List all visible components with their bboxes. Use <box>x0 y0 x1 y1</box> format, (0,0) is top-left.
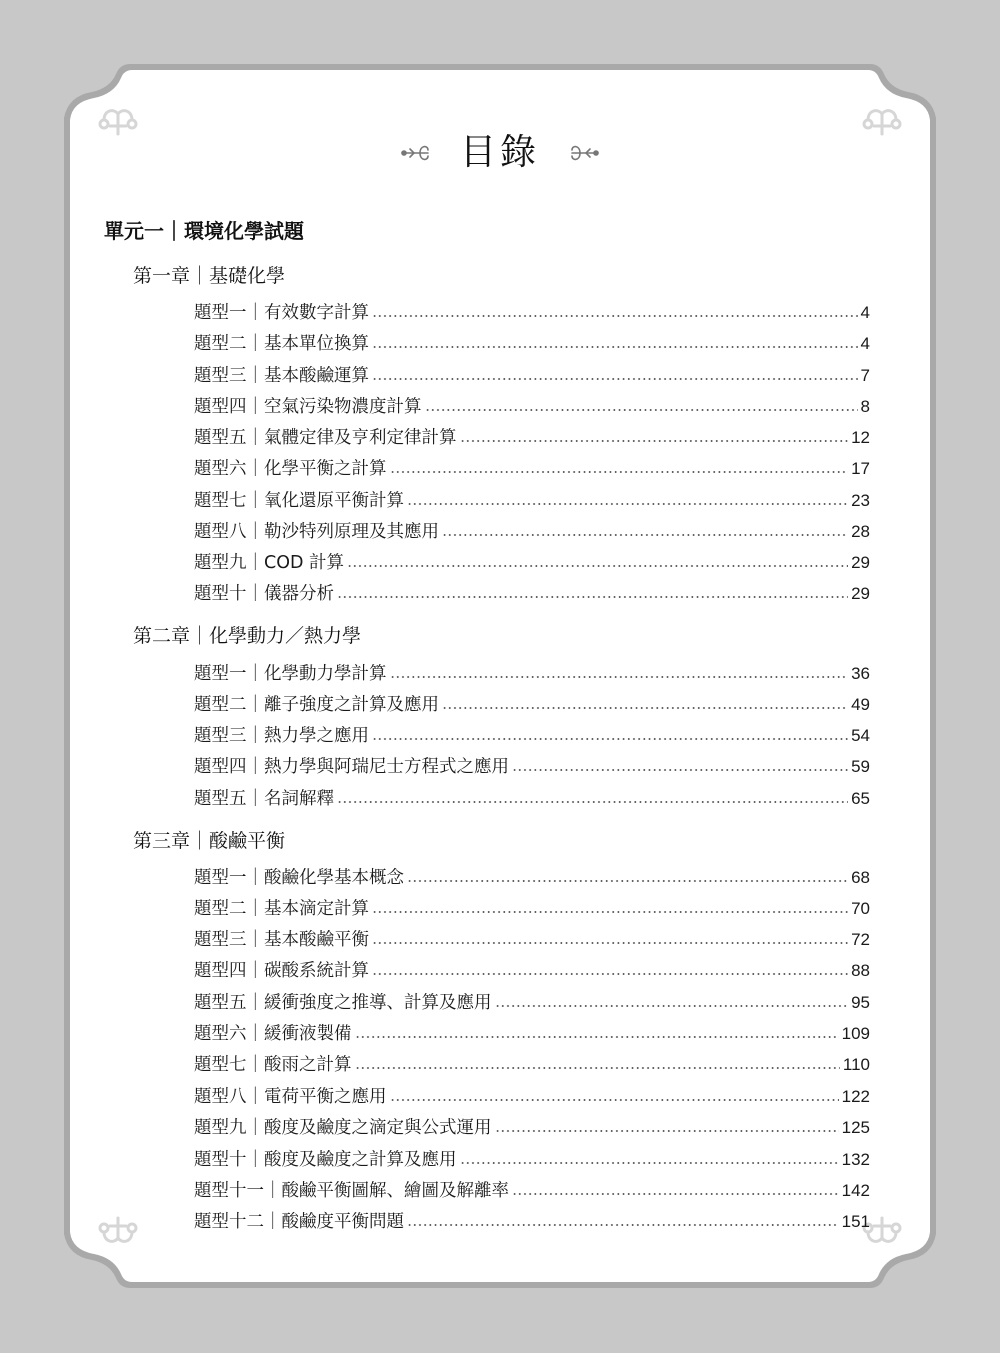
chapter-heading: 第一章｜基礎化學 <box>133 265 286 287</box>
entry-label: 題型十｜酸度及鹼度之計算及應用 <box>194 1150 457 1170</box>
entry-label: 題型七｜氧化還原平衡計算 <box>194 491 404 511</box>
entry-page: 132 <box>841 1150 870 1169</box>
dot-leader <box>390 471 849 473</box>
entry-label: 題型五｜氣體定律及亨利定律計算 <box>194 428 457 448</box>
toc-entry[interactable] <box>194 1207 870 1237</box>
entry-page: 17 <box>851 459 870 478</box>
entry-label: 題型三｜基本酸鹼平衡 <box>194 930 369 950</box>
toc-entry[interactable] <box>194 894 870 924</box>
dot-leader <box>372 973 848 975</box>
entry-label: 題型十｜儀器分析 <box>194 584 334 604</box>
toc-entry[interactable] <box>194 659 870 689</box>
toc-entry[interactable] <box>194 1019 870 1049</box>
entry-label: 題型四｜空氣污染物濃度計算 <box>194 397 422 417</box>
entry-page: 72 <box>851 930 870 949</box>
toc-entry[interactable] <box>194 863 870 893</box>
dot-leader <box>425 409 858 411</box>
entry-label: 題型四｜碳酸系統計算 <box>194 961 369 981</box>
entry-label: 題型四｜熱力學與阿瑞尼士方程式之應用 <box>194 757 509 777</box>
entry-page: 109 <box>841 1024 870 1043</box>
toc-entry[interactable] <box>194 579 870 609</box>
entry-page: 12 <box>851 428 870 447</box>
chapter-heading: 第三章｜酸鹼平衡 <box>133 830 286 852</box>
entry-page: 29 <box>851 584 870 603</box>
toc-entry[interactable] <box>194 423 870 453</box>
toc-entry[interactable] <box>194 1050 870 1080</box>
entry-page: 70 <box>851 899 870 918</box>
entry-page: 68 <box>851 868 870 887</box>
entry-page: 122 <box>841 1087 870 1106</box>
entry-label: 題型一｜有效數字計算 <box>194 303 369 323</box>
entry-label: 題型七｜酸雨之計算 <box>194 1055 352 1075</box>
dot-leader <box>347 565 848 567</box>
entry-page: 7 <box>860 366 870 385</box>
toc-entry[interactable] <box>194 925 870 955</box>
title-right-ornament-icon <box>568 140 602 166</box>
toc-entry[interactable] <box>194 752 870 782</box>
entry-label: 題型五｜名詞解釋 <box>194 789 334 809</box>
entry-label: 題型九｜COD 計算 <box>194 553 345 573</box>
entry-page: 4 <box>860 334 870 353</box>
toc-entry[interactable] <box>194 548 870 578</box>
entry-page: 49 <box>851 695 870 714</box>
toc-entry[interactable] <box>194 1113 870 1143</box>
entry-page: 65 <box>851 789 870 808</box>
entry-label: 題型一｜酸鹼化學基本概念 <box>194 868 404 888</box>
toc-entry[interactable] <box>194 454 870 484</box>
toc-entry[interactable] <box>194 361 870 391</box>
entry-label: 題型二｜基本單位換算 <box>194 334 369 354</box>
dot-leader <box>495 1130 839 1132</box>
dot-leader <box>390 1099 839 1101</box>
dot-leader <box>442 707 848 709</box>
entry-label: 題型六｜化學平衡之計算 <box>194 459 387 479</box>
toc-entry[interactable] <box>194 517 870 547</box>
entry-page: 4 <box>860 303 870 322</box>
entry-label: 題型九｜酸度及鹼度之滴定與公式運用 <box>194 1118 492 1138</box>
entry-page: 54 <box>851 726 870 745</box>
entry-page: 95 <box>851 993 870 1012</box>
entry-page: 23 <box>851 491 870 510</box>
entry-page: 151 <box>841 1212 870 1231</box>
dot-leader <box>460 1162 839 1164</box>
dot-leader <box>372 315 858 317</box>
toc-entry[interactable] <box>194 486 870 516</box>
dot-leader <box>372 378 858 380</box>
entry-page: 125 <box>841 1118 870 1137</box>
dot-leader <box>407 1224 839 1226</box>
dot-leader <box>512 1193 839 1195</box>
dot-leader <box>372 738 848 740</box>
toc-entry[interactable] <box>194 690 870 720</box>
dot-leader <box>460 440 849 442</box>
entry-label: 題型十二｜酸鹼度平衡問題 <box>194 1212 404 1232</box>
toc-entry[interactable] <box>194 721 870 751</box>
toc-entry[interactable] <box>194 392 870 422</box>
page-title: 目錄 <box>459 132 540 173</box>
dot-leader <box>355 1067 840 1069</box>
dot-leader <box>495 1005 849 1007</box>
toc-entry[interactable] <box>194 1145 870 1175</box>
dot-leader <box>390 676 849 678</box>
entry-page: 142 <box>841 1181 870 1200</box>
entry-page: 110 <box>842 1055 870 1074</box>
toc-entry[interactable] <box>194 298 870 328</box>
toc-entry[interactable] <box>194 988 870 1018</box>
dot-leader <box>407 503 848 505</box>
entry-page: 88 <box>851 961 870 980</box>
dot-leader <box>407 880 848 882</box>
toc-entry[interactable] <box>194 956 870 986</box>
entry-label: 題型一｜化學動力學計算 <box>194 664 387 684</box>
dot-leader <box>337 596 848 598</box>
entry-page: 59 <box>851 757 870 776</box>
toc-entry[interactable] <box>194 784 870 814</box>
entry-label: 題型五｜緩衝強度之推導、計算及應用 <box>194 993 492 1013</box>
dot-leader <box>355 1036 839 1038</box>
entry-label: 題型十一｜酸鹼平衡圖解、繪圖及解離率 <box>194 1181 509 1201</box>
entry-label: 題型八｜勒沙特列原理及其應用 <box>194 522 439 542</box>
dot-leader <box>372 911 848 913</box>
entry-page: 8 <box>860 397 870 416</box>
unit-heading: 單元一｜環境化學試題 <box>104 219 304 243</box>
entry-label: 題型二｜離子強度之計算及應用 <box>194 695 439 715</box>
dot-leader <box>512 769 848 771</box>
toc-entry[interactable] <box>194 1176 870 1206</box>
entry-label: 題型八｜電荷平衡之應用 <box>194 1087 387 1107</box>
entry-label: 題型三｜熱力學之應用 <box>194 726 369 746</box>
toc-entry[interactable] <box>194 1082 870 1112</box>
toc-entry[interactable] <box>194 329 870 359</box>
entry-label: 題型六｜緩衝液製備 <box>194 1024 352 1044</box>
dot-leader <box>337 801 848 803</box>
dot-leader <box>372 942 848 944</box>
entry-page: 28 <box>851 522 870 541</box>
dot-leader <box>442 534 848 536</box>
dot-leader <box>372 346 858 348</box>
entry-label: 題型三｜基本酸鹼運算 <box>194 366 369 386</box>
entry-page: 29 <box>851 553 870 572</box>
entry-label: 題型二｜基本滴定計算 <box>194 899 369 919</box>
chapter-heading: 第二章｜化學動力／熱力學 <box>133 625 362 647</box>
entry-page: 36 <box>851 664 870 683</box>
